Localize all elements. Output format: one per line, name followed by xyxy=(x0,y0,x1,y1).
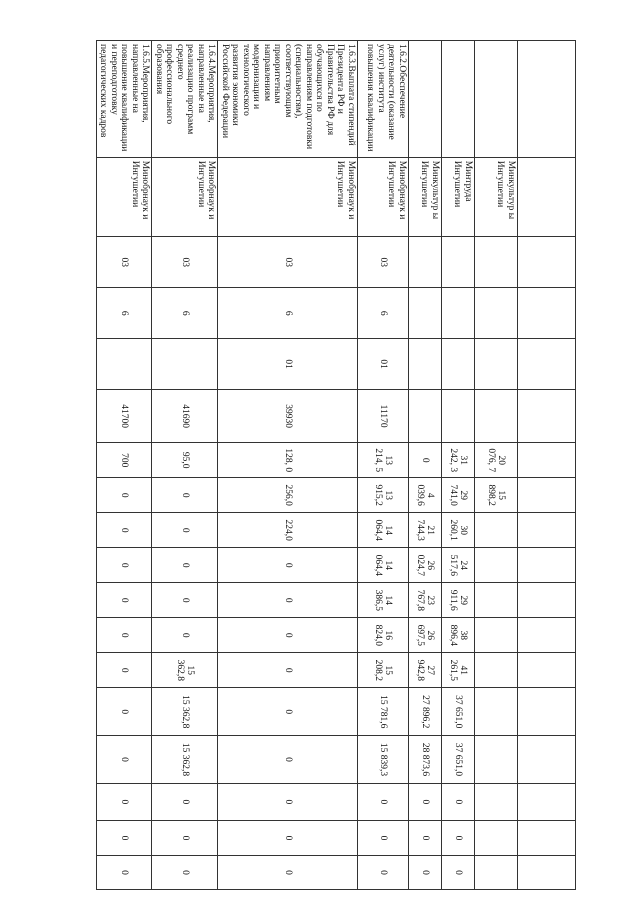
cell-y2014 xyxy=(518,443,576,478)
cell-y2020 xyxy=(518,653,576,688)
cell-y2018: 14 386,5 xyxy=(358,583,409,618)
cell-c2 xyxy=(442,288,475,339)
cell-y2016: 21 744,3 xyxy=(409,513,442,548)
table-row xyxy=(518,41,576,890)
cell-y2020: 41 261,5 xyxy=(442,653,475,688)
cell-y2020: 0 xyxy=(218,653,358,688)
cell-tot xyxy=(518,688,576,736)
cell-y2015: 0 xyxy=(152,478,218,513)
cell-y2016: 224,0 xyxy=(218,513,358,548)
cell-y2020: 15 362,8 xyxy=(152,653,218,688)
cell-c1 xyxy=(442,237,475,288)
cell-y2016: 30 260,1 xyxy=(442,513,475,548)
cell-p2: 0 xyxy=(97,783,153,820)
table-row xyxy=(97,41,153,890)
cell-y2014: 128, 0 xyxy=(218,443,358,478)
cell-p4: 0 xyxy=(97,855,153,889)
cell-name: 1.6.3.Выплата стипендий Президента РФ и Правительства РФ для обучающихся по направлениям подготовки (специальностям), соответствующим приоритетным направлениям модернизации и технологического развития экономики Российской Федерации xyxy=(218,41,358,158)
cell-p2: 0 xyxy=(152,783,218,820)
cell-y2015: 13 915,2 xyxy=(358,478,409,513)
cell-tot: 15 781,6 xyxy=(358,688,409,736)
cell-y2016: 0 xyxy=(152,513,218,548)
cell-y2014: 31 242, 3 xyxy=(442,443,475,478)
cell-tot: 15 362,8 xyxy=(152,688,218,736)
table-row xyxy=(152,41,218,890)
cell-y2018: 29 911,6 xyxy=(442,583,475,618)
cell-name xyxy=(518,41,576,158)
cell-c1 xyxy=(409,237,442,288)
cell-y2014: 0 xyxy=(409,443,442,478)
cell-p1: 0 xyxy=(218,736,358,784)
cell-y2018: 0 xyxy=(218,583,358,618)
cell-org: Минобрнаук и Ингушетии xyxy=(152,157,218,237)
cell-tot: 37 651,0 xyxy=(442,688,475,736)
cell-org: Минтруда Ингушетии xyxy=(442,157,475,237)
cell-p1 xyxy=(475,736,518,784)
cell-name xyxy=(475,41,518,158)
cell-c3 xyxy=(518,339,576,390)
cell-c2 xyxy=(518,288,576,339)
cell-p2: 0 xyxy=(358,783,409,820)
cell-c3 xyxy=(97,339,153,390)
cell-tot: 0 xyxy=(218,688,358,736)
cell-c1: 03 xyxy=(358,237,409,288)
cell-c1: 03 xyxy=(218,237,358,288)
cell-y2019: 0 xyxy=(97,618,153,653)
cell-name: 1.6.4.Мероприятия, направленные на реализацию программ среднего профессионального образования xyxy=(152,41,218,158)
cell-c3 xyxy=(442,339,475,390)
cell-c4: 41690 xyxy=(152,390,218,443)
cell-p4: 0 xyxy=(358,855,409,889)
cell-y2019: 16 824,0 xyxy=(358,618,409,653)
cell-p2 xyxy=(475,783,518,820)
cell-c3 xyxy=(409,339,442,390)
cell-org: Минобрнаук и Ингушетии xyxy=(218,157,358,237)
cell-y2015: 29 741,0 xyxy=(442,478,475,513)
budget-table xyxy=(96,40,576,890)
cell-y2015: 4 039,6 xyxy=(409,478,442,513)
cell-y2019: 26 697,5 xyxy=(409,618,442,653)
cell-p3 xyxy=(475,820,518,855)
cell-y2017: 24 517,6 xyxy=(442,548,475,583)
cell-y2018 xyxy=(518,583,576,618)
cell-y2018: 0 xyxy=(97,583,153,618)
cell-y2014: 13 214, 5 xyxy=(358,443,409,478)
cell-p4: 0 xyxy=(442,855,475,889)
cell-p2 xyxy=(518,783,576,820)
cell-y2017: 0 xyxy=(97,548,153,583)
cell-c3 xyxy=(152,339,218,390)
cell-tot xyxy=(475,688,518,736)
cell-c1: 03 xyxy=(152,237,218,288)
table-row xyxy=(442,41,475,890)
cell-p3: 0 xyxy=(358,820,409,855)
cell-c4 xyxy=(442,390,475,443)
cell-c1 xyxy=(518,237,576,288)
cell-y2018: 0 xyxy=(152,583,218,618)
cell-c3: 01 xyxy=(218,339,358,390)
table-row xyxy=(409,41,442,890)
table-row xyxy=(218,41,358,890)
cell-y2019 xyxy=(518,618,576,653)
cell-name: 1.6.5.Мероприятия, направленные на повышение квалификации и переподготовку педагогических кадров xyxy=(97,41,153,158)
cell-c1: 03 xyxy=(97,237,153,288)
cell-y2014: 95,0 xyxy=(152,443,218,478)
cell-tot: 0 xyxy=(97,688,153,736)
cell-p1: 28 873,6 xyxy=(409,736,442,784)
cell-p1: 37 651,0 xyxy=(442,736,475,784)
cell-y2017 xyxy=(518,548,576,583)
cell-c4: 11170 xyxy=(358,390,409,443)
cell-c4 xyxy=(475,390,518,443)
cell-p3 xyxy=(518,820,576,855)
cell-org: Минобрнаук и Ингушетии xyxy=(358,157,409,237)
cell-c3 xyxy=(475,339,518,390)
cell-p1: 15 839,3 xyxy=(358,736,409,784)
cell-p4 xyxy=(475,855,518,889)
table-row xyxy=(475,41,518,890)
cell-y2015: 0 xyxy=(97,478,153,513)
cell-p2: 0 xyxy=(442,783,475,820)
cell-p2: 0 xyxy=(409,783,442,820)
cell-p4: 0 xyxy=(218,855,358,889)
cell-p1 xyxy=(518,736,576,784)
cell-y2019: 38 896,4 xyxy=(442,618,475,653)
cell-y2016 xyxy=(518,513,576,548)
cell-p2: 0 xyxy=(218,783,358,820)
cell-c4 xyxy=(518,390,576,443)
cell-y2019: 0 xyxy=(152,618,218,653)
rotated-budget-table-sheet xyxy=(61,40,576,890)
cell-name: 1.6.2.Обеспечение деятельности (оказание услуг) института повышения квалификации xyxy=(358,41,409,158)
cell-y2020: 27 942,8 xyxy=(409,653,442,688)
cell-y2016 xyxy=(475,513,518,548)
cell-p3: 0 xyxy=(409,820,442,855)
cell-y2016: 14 064,4 xyxy=(358,513,409,548)
cell-org xyxy=(518,157,576,237)
cell-p4: 0 xyxy=(409,855,442,889)
cell-name xyxy=(409,41,442,158)
cell-y2014: 20 076, 7 xyxy=(475,443,518,478)
cell-y2020 xyxy=(475,653,518,688)
cell-y2015 xyxy=(518,478,576,513)
cell-y2017: 0 xyxy=(152,548,218,583)
cell-c2: 6 xyxy=(97,288,153,339)
cell-c4: 41700 xyxy=(97,390,153,443)
cell-y2014: 700 xyxy=(97,443,153,478)
cell-y2019: 0 xyxy=(218,618,358,653)
cell-y2020: 15 208,2 xyxy=(358,653,409,688)
cell-c2 xyxy=(409,288,442,339)
cell-c2 xyxy=(475,288,518,339)
cell-y2017: 14 064,4 xyxy=(358,548,409,583)
cell-p3: 0 xyxy=(97,820,153,855)
cell-p3: 0 xyxy=(152,820,218,855)
cell-y2017: 26 024,7 xyxy=(409,548,442,583)
cell-c4 xyxy=(409,390,442,443)
cell-c4: 39930 xyxy=(218,390,358,443)
cell-tot: 27 896,2 xyxy=(409,688,442,736)
cell-y2017 xyxy=(475,548,518,583)
cell-y2018: 23 767,8 xyxy=(409,583,442,618)
cell-name xyxy=(442,41,475,158)
cell-y2018 xyxy=(475,583,518,618)
cell-p4 xyxy=(518,855,576,889)
cell-y2017: 0 xyxy=(218,548,358,583)
cell-c2: 6 xyxy=(358,288,409,339)
cell-y2016: 0 xyxy=(97,513,153,548)
cell-org: Минобрнаук и Ингушетии xyxy=(97,157,153,237)
cell-p4: 0 xyxy=(152,855,218,889)
cell-y2015: 15 898,2 xyxy=(475,478,518,513)
cell-org: Минкультур ы Ингушетии xyxy=(409,157,442,237)
cell-p3: 0 xyxy=(218,820,358,855)
cell-y2015: 256,0 xyxy=(218,478,358,513)
cell-p1: 0 xyxy=(97,736,153,784)
cell-p3: 0 xyxy=(442,820,475,855)
cell-y2020: 0 xyxy=(97,653,153,688)
cell-y2019 xyxy=(475,618,518,653)
cell-c3: 01 xyxy=(358,339,409,390)
cell-c1 xyxy=(475,237,518,288)
cell-c2: 6 xyxy=(152,288,218,339)
cell-p1: 15 362,8 xyxy=(152,736,218,784)
table-row xyxy=(358,41,409,890)
cell-org: Минкультур ы Ингушетии xyxy=(475,157,518,237)
cell-c2: 6 xyxy=(218,288,358,339)
table-body xyxy=(97,41,576,890)
